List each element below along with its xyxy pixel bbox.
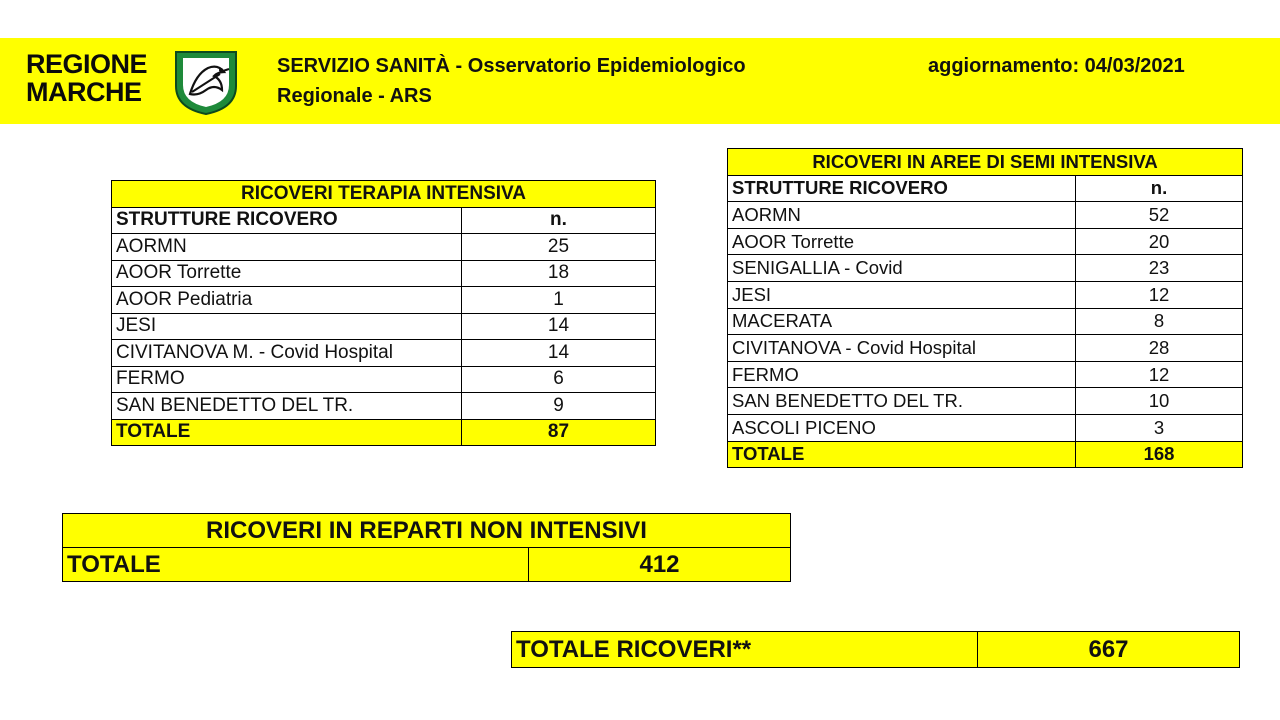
header-title <box>277 51 877 111</box>
struttura-count: 8 <box>1076 308 1243 335</box>
struttura-count: 14 <box>462 313 656 340</box>
table-row <box>112 287 656 314</box>
totale-ricoveri-label: TOTALE RICOVERI** <box>512 632 978 668</box>
table-row <box>728 361 1243 388</box>
struttura-name: JESI <box>112 313 462 340</box>
total-label: TOTALE <box>112 419 462 446</box>
table-row <box>112 366 656 393</box>
table-row <box>112 260 656 287</box>
struttura-name: ASCOLI PICENO <box>728 414 1076 441</box>
struttura-name: AOOR Torrette <box>728 228 1076 255</box>
column-header-n: n. <box>462 207 656 234</box>
totale-ricoveri-value: 667 <box>978 632 1240 668</box>
update-date: aggiornamento: 04/03/2021 <box>928 55 1185 77</box>
table-total-row <box>63 548 791 582</box>
table-total-row <box>512 632 1240 668</box>
struttura-count: 28 <box>1076 335 1243 362</box>
table-title-row <box>728 149 1243 176</box>
total-value: 87 <box>462 419 656 446</box>
terapia-intensiva-title: RICOVERI TERAPIA INTENSIVA <box>112 181 656 208</box>
total-value: 168 <box>1076 441 1243 468</box>
struttura-count: 6 <box>462 366 656 393</box>
table-row <box>728 388 1243 415</box>
table-total-row <box>112 419 656 446</box>
struttura-count: 12 <box>1076 361 1243 388</box>
semi-intensiva-title: RICOVERI IN AREE DI SEMI INTENSIVA <box>728 149 1243 176</box>
table-header-row <box>112 207 656 234</box>
struttura-count: 20 <box>1076 228 1243 255</box>
header-title-line-1: SERVIZIO SANITÀ - Osservatorio Epidemiologico <box>277 55 746 77</box>
non-intensivi-table <box>62 513 791 582</box>
struttura-name: AORMN <box>112 234 462 261</box>
struttura-name: CIVITANOVA M. - Covid Hospital <box>112 340 462 367</box>
total-label: TOTALE <box>728 441 1076 468</box>
regione-marche-emblem-icon <box>174 50 238 116</box>
struttura-count: 18 <box>462 260 656 287</box>
table-row <box>728 335 1243 362</box>
non-intensivi-title: RICOVERI IN REPARTI NON INTENSIVI <box>63 514 791 548</box>
table-total-row <box>728 441 1243 468</box>
column-header-struttura: STRUTTURE RICOVERO <box>112 207 462 234</box>
table-row <box>728 281 1243 308</box>
table-row <box>112 340 656 367</box>
table-header-row <box>728 175 1243 202</box>
struttura-name: AORMN <box>728 202 1076 229</box>
struttura-name: MACERATA <box>728 308 1076 335</box>
column-header-struttura: STRUTTURE RICOVERO <box>728 175 1076 202</box>
logo-line-1: REGIONE <box>26 49 148 79</box>
table-row <box>112 393 656 420</box>
struttura-name: CIVITANOVA - Covid Hospital <box>728 335 1076 362</box>
struttura-name: JESI <box>728 281 1076 308</box>
table-row <box>728 308 1243 335</box>
header-title-line-2: Regionale - ARS <box>277 85 432 107</box>
struttura-count: 14 <box>462 340 656 367</box>
column-header-n: n. <box>1076 175 1243 202</box>
regione-marche-logo <box>26 50 246 116</box>
struttura-count: 9 <box>462 393 656 420</box>
struttura-count: 23 <box>1076 255 1243 282</box>
terapia-intensiva-table <box>111 180 656 446</box>
table-row <box>112 234 656 261</box>
table-row <box>728 255 1243 282</box>
logo-text <box>26 50 147 106</box>
struttura-name: AOOR Torrette <box>112 260 462 287</box>
table-row <box>728 414 1243 441</box>
semi-intensiva-table <box>727 148 1243 468</box>
struttura-count: 3 <box>1076 414 1243 441</box>
table-row <box>728 202 1243 229</box>
totale-ricoveri-table <box>511 631 1240 668</box>
table-row <box>728 228 1243 255</box>
struttura-count: 12 <box>1076 281 1243 308</box>
table-title-row <box>63 514 791 548</box>
struttura-count: 10 <box>1076 388 1243 415</box>
struttura-name: FERMO <box>728 361 1076 388</box>
table-row <box>112 313 656 340</box>
total-value: 412 <box>529 548 791 582</box>
struttura-name: AOOR Pediatria <box>112 287 462 314</box>
struttura-count: 52 <box>1076 202 1243 229</box>
struttura-name: FERMO <box>112 366 462 393</box>
struttura-count: 25 <box>462 234 656 261</box>
struttura-name: SAN BENEDETTO DEL TR. <box>112 393 462 420</box>
struttura-count: 1 <box>462 287 656 314</box>
table-title-row <box>112 181 656 208</box>
header-band <box>0 38 1280 124</box>
logo-line-2: MARCHE <box>26 77 142 107</box>
struttura-name: SENIGALLIA - Covid <box>728 255 1076 282</box>
struttura-name: SAN BENEDETTO DEL TR. <box>728 388 1076 415</box>
total-label: TOTALE <box>63 548 529 582</box>
